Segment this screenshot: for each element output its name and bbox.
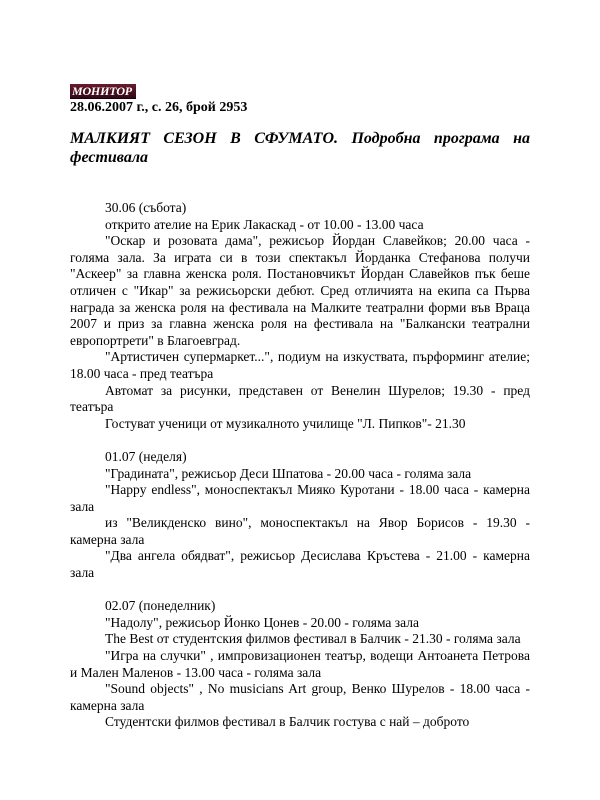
program-item: "Градината", режисьор Деси Шпатова - 20.00 часа - голяма зала <box>105 465 472 481</box>
program-item: Гостуват ученици от музикалното училище "Л. Пипков"- 21.30 <box>105 415 466 431</box>
day-heading: 30.06 (събота) <box>105 200 187 215</box>
program-item: "Игра на случки" , импровизационен театър, водещи Антоанета Петрова и Мален Маленов - 13.00 часа - голяма зала <box>70 648 530 680</box>
article-body <box>70 200 530 731</box>
program-item: Студентски филмов фестивал в Балчик гостува с най – доброто <box>105 714 470 730</box>
program-item: открито ателие на Ерик Лакаскад - от 10.00 - 13.00 часа <box>105 216 424 232</box>
day-heading: 02.07 (понеделник) <box>105 598 216 614</box>
monitor-logo: МОНИТОР <box>70 84 136 99</box>
program-item: "Два ангела обядват", режисьор Десислава Кръстева - 21.00 - камерна зала <box>70 548 530 581</box>
program-item: "Happy endless", моноспектакъл Мияко Куротани - 18.00 часа - камерна зала <box>70 482 530 514</box>
day-heading: 01.07 (неделя) <box>105 448 187 464</box>
program-item: "Надолу", режисьор Йонко Цонев - 20.00 - голяма зала <box>105 614 419 630</box>
article-title: МАЛКИЯТ СЕЗОН В СФУМАТО. Подробна програма на фестивала <box>70 130 530 166</box>
program-item: Автомат за рисунки, представен от Венелин Шурелов; 19.30 - пред театъра <box>70 382 530 415</box>
program-item: из "Великденско вино", моноспектакъл на Явор Борисов - 19.30 - камерна зала <box>70 515 530 547</box>
program-item: "Sound objects" , No musicians Art group, Венко Шурелов - 18.00 часа - камерна зала <box>70 681 530 713</box>
program-item: "Артистичен супермаркет...", подиум на изкуствата, пърформинг ателие; 18.00 часа - пред театъра <box>70 349 530 381</box>
program-item: The Best от студентския филмов фестивал в Балчик - 21.30 - голяма зала <box>105 631 521 647</box>
program-item: "Оскар и розовата дама", режисьор Йордан Славейков; 20.00 часа - голяма зала. За играта си в този спектакъл Йорданка Стефанова получи "Аскеер" за главна женска роля. Постановчикът Йордан Славейков пък беше отличен с "Икар" за режисьорски дебют. Сред отличията на екипа са Първа награда за женска роля на фестивала на Малките театрални форми във Враца 2007 и приз за главна женска роля на фестивала на "Балкански театрални европортрети" в Благоевград. <box>70 233 530 348</box>
publication-meta: 28.06.2007 г., с. 26, брой 2953 <box>70 100 248 115</box>
